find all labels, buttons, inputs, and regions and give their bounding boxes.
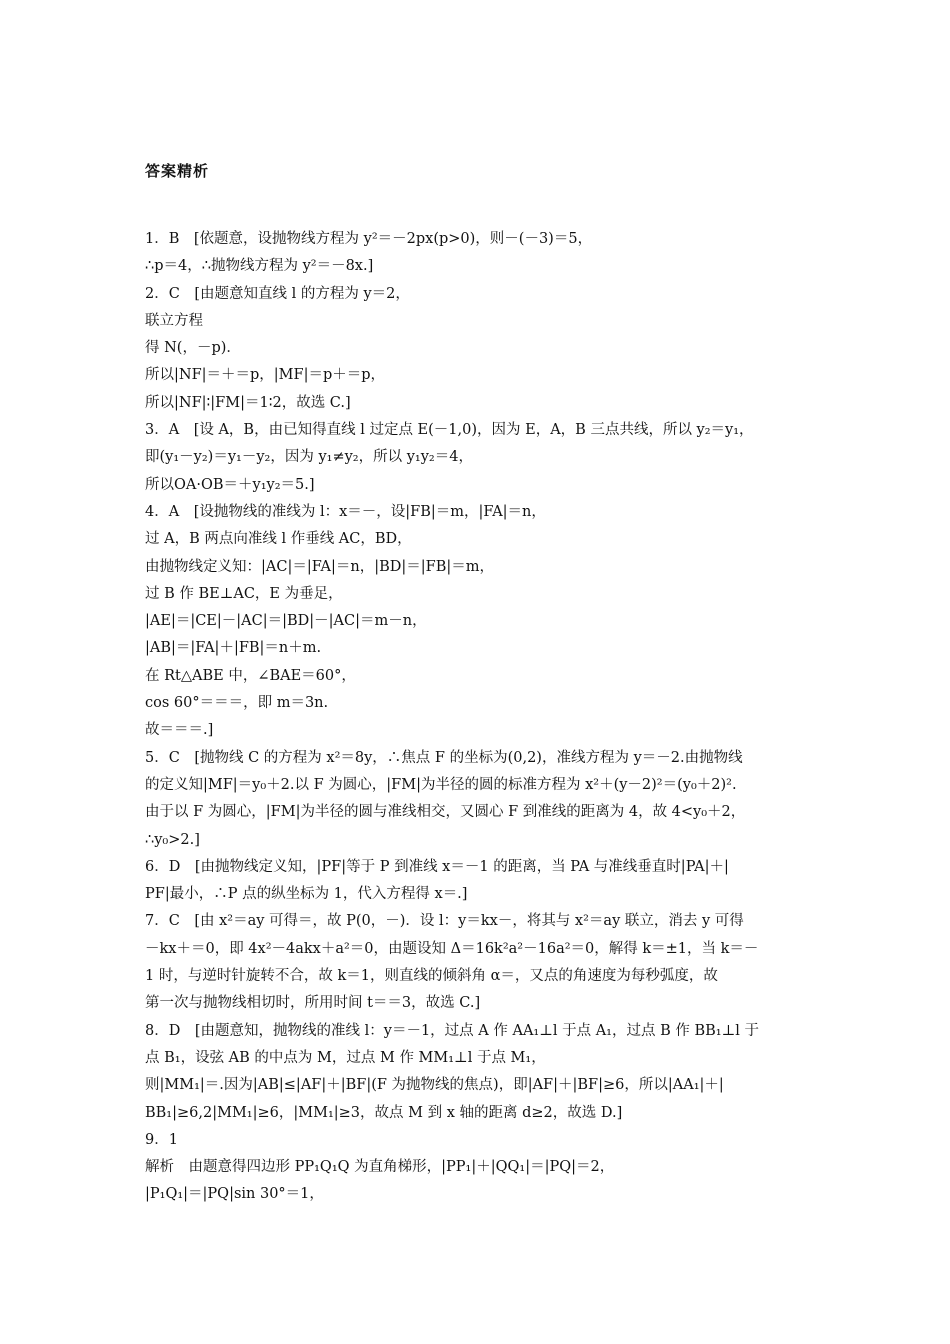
answer-line: |AB|＝|FA|＋|FB|＝n＋m. bbox=[145, 640, 322, 657]
answer-line: 联立方程 bbox=[145, 312, 203, 329]
answer-line: |AE|＝|CE|－|AC|＝|BD|－|AC|＝m－n， bbox=[145, 613, 427, 630]
answer-line: 5．C [抛物线 C 的方程为 x²＝8y，∴焦点 F 的坐标为(0,2)，准线方程为 y＝－2.由抛物线 bbox=[145, 749, 743, 766]
answer-line: ∴p＝4，∴抛物线方程为 y²＝－8x.] bbox=[145, 258, 374, 275]
answer-line: PF|最小，∴P 点的纵坐标为 1，代入方程得 x＝.] bbox=[145, 886, 468, 903]
answer-line: 1 时，与逆时针旋转不合，故 k＝1，则直线的倾斜角 α＝，又点的角速度为每秒弧度，故 bbox=[145, 968, 718, 985]
answer-line: 即(y₁－y₂)＝y₁－y₂，因为 y₁≠y₂，所以 y₁y₂＝4， bbox=[145, 449, 473, 466]
answer-line: 3．A [设 A，B，由已知得直线 l 过定点 E(－1,0)，因为 E，A，B 三点共线，所以 y₂＝y₁， bbox=[145, 422, 754, 439]
answer-line: 8．D [由题意知，抛物线的准线 l：y＝－1，过点 A 作 AA₁⊥l 于点 A₁，过点 B 作 BB₁⊥l 于 bbox=[145, 1022, 759, 1039]
answer-line: 的定义知|MF|＝y₀＋2.以 F 为圆心，|FM|为半径的圆的标准方程为 x²＋(y－2)²＝(y₀＋2)². bbox=[145, 776, 737, 793]
answer-line: ∴y₀>2.] bbox=[145, 831, 200, 848]
answer-line: 故＝＝＝.] bbox=[145, 722, 214, 739]
answer-line: 在 Rt△ABE 中，∠BAE＝60°， bbox=[145, 667, 356, 684]
answer-line: 点 B₁，设弦 AB 的中点为 M，过点 M 作 MM₁⊥l 于点 M₁， bbox=[145, 1049, 546, 1066]
answer-line: |P₁Q₁|＝|PQ|sin 30°＝1， bbox=[145, 1186, 324, 1203]
answer-heading: 答案精析 bbox=[145, 162, 210, 180]
answer-line: 过 A，B 两点向准线 l 作垂线 AC，BD， bbox=[145, 531, 412, 548]
answer-line: 第一次与抛物线相切时，所用时间 t＝＝3，故选 C.] bbox=[145, 995, 481, 1012]
answer-line: 解析 由题意得四边形 PP₁Q₁Q 为直角梯形，|PP₁|＋|QQ₁|＝|PQ|＝2， bbox=[145, 1159, 615, 1176]
answer-line: 由抛物线定义知：|AC|＝|FA|＝n，|BD|＝|FB|＝m， bbox=[145, 558, 495, 575]
answer-line: 所以OA·OB＝＋y₁y₂＝5.] bbox=[145, 476, 315, 493]
answer-line: －kx＋＝0，即 4x²－4akx＋a²＝0，由题设知 Δ＝16k²a²－16a²＝0，解得 k＝±1，当 k＝－ bbox=[145, 940, 759, 957]
answer-line: 7．C [由 x²＝ay 可得＝，故 P(0，－)．设 l：y＝kx－，将其与 x²＝ay 联立，消去 y 可得 bbox=[145, 913, 744, 930]
answer-line: 9．1 bbox=[145, 1131, 178, 1148]
answer-line: cos 60°＝＝＝，即 m＝3n. bbox=[145, 695, 329, 712]
answer-line: 4．A [设抛物线的准线为 l：x＝－，设|FB|＝m，|FA|＝n， bbox=[145, 503, 546, 520]
answer-line: 所以|NF|∶|FM|＝1∶2，故选 C.] bbox=[145, 394, 351, 411]
answer-line: 2．C [由题意知直线 l 的方程为 y＝2， bbox=[145, 285, 410, 302]
answer-line: 由于以 F 为圆心，|FM|为半径的圆与准线相交，又圆心 F 到准线的距离为 4，故 4<y₀＋2， bbox=[145, 804, 746, 821]
answer-line: 6．D [由抛物线定义知，|PF|等于 P 到准线 x＝－1 的距离，当 PA 与准线垂直时|PA|＋| bbox=[145, 858, 729, 875]
answer-line: BB₁|≥6,2|MM₁|≥6，|MM₁|≥3，故点 M 到 x 轴的距离 d≥2，故选 D.] bbox=[145, 1104, 623, 1121]
answer-line: 过 B 作 BE⊥AC，E 为垂足， bbox=[145, 585, 343, 602]
answer-line: 1．B [依题意，设抛物线方程为 y²＝－2px(p>0)，则－(－3)＝5， bbox=[145, 231, 593, 247]
answer-line: 所以|NF|＝＋＝p，|MF|＝p＋＝p， bbox=[145, 367, 386, 384]
answer-line: 则|MM₁|＝.因为|AB|≤|AF|＋|BF|(F 为抛物线的焦点)，即|AF|＋|BF|≥6，所以|AA₁|＋| bbox=[145, 1077, 724, 1094]
answer-body bbox=[145, 226, 810, 1209]
answer-line: 得 N(，－p)． bbox=[145, 340, 241, 357]
